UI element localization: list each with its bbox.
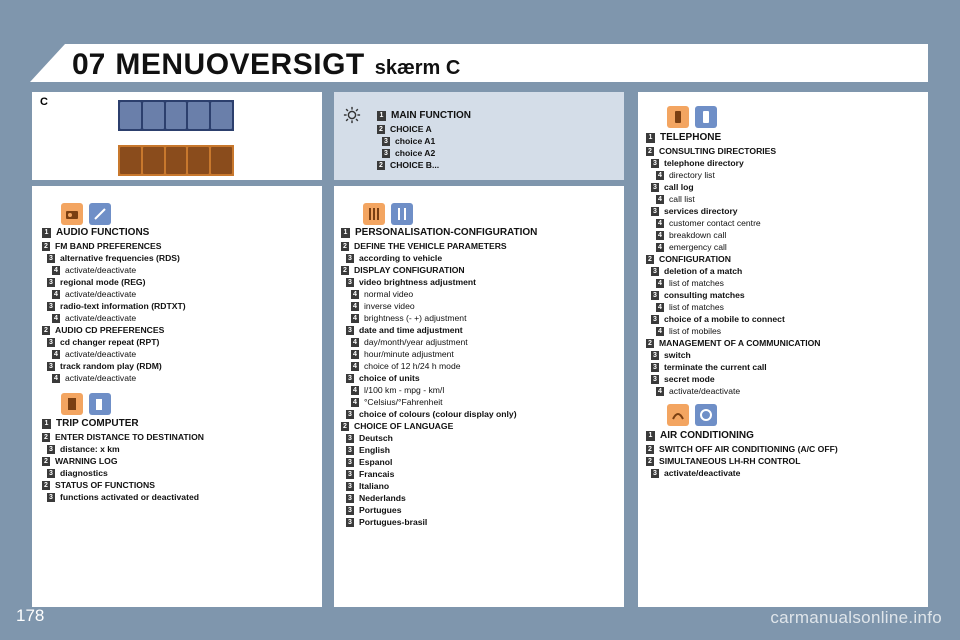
level-badge: 2	[341, 242, 349, 251]
level-badge: 3	[346, 446, 354, 455]
menu-item-label: inverse video	[364, 301, 415, 311]
level-badge: 2	[377, 125, 385, 134]
menu-item-level-4	[42, 312, 186, 324]
telephone-list	[646, 130, 821, 397]
screen-label: C	[40, 96, 48, 108]
watermark: carmanualsonline.info	[770, 608, 942, 627]
level-badge: 4	[351, 386, 359, 395]
mobile-phone-icon	[695, 106, 717, 128]
level-badge: 3	[346, 410, 354, 419]
menu-item-level-3	[341, 504, 537, 516]
menu-item-label: activate/deactivate	[664, 468, 741, 478]
menu-item-label: MAIN FUNCTION	[391, 109, 471, 121]
menu-item-label: Francais	[359, 469, 395, 479]
menu-item-label: radio-text information (RDTXT)	[60, 301, 186, 311]
menu-item-level-3	[341, 444, 537, 456]
menu-item-level-1	[646, 428, 838, 443]
menu-item-label: WARNING LOG	[55, 456, 118, 466]
personalisation-list	[341, 225, 537, 528]
menu-item-label: terminate the current call	[664, 362, 767, 372]
level-badge: 1	[377, 111, 386, 121]
level-badge: 3	[47, 302, 55, 311]
menu-item-label: choice of 12 h/24 h mode	[364, 361, 461, 371]
menu-item-label: list of mobiles	[669, 326, 722, 336]
menu-item-level-4	[42, 348, 186, 360]
menu-item-level-2	[646, 253, 821, 265]
level-badge: 3	[47, 278, 55, 287]
level-badge: 4	[656, 279, 664, 288]
level-badge: 4	[656, 327, 664, 336]
menu-item-level-2	[646, 337, 821, 349]
menu-item-level-3	[646, 181, 821, 193]
menu-item-level-3	[646, 157, 821, 169]
level-badge: 4	[52, 350, 60, 359]
menu-item-level-3	[341, 276, 537, 288]
menu-item-level-3	[341, 324, 537, 336]
menu-item-label: secret mode	[664, 374, 715, 384]
menu-item-label: hour/minute adjustment	[364, 349, 454, 359]
level-badge: 4	[351, 338, 359, 347]
level-badge: 4	[656, 171, 664, 180]
level-badge: 2	[646, 445, 654, 454]
menu-item-label: CHOICE OF LANGUAGE	[354, 421, 454, 431]
menu-item-label: track random play (RDM)	[60, 361, 162, 371]
air-icons	[667, 404, 717, 426]
menu-item-level-3	[646, 467, 838, 479]
menu-item-label: video brightness adjustment	[359, 277, 476, 287]
level-badge: 3	[346, 278, 354, 287]
level-badge: 2	[42, 481, 50, 490]
level-badge: 3	[382, 137, 390, 146]
level-badge: 3	[651, 291, 659, 300]
level-badge: 4	[656, 243, 664, 252]
chapter-subtitle: skærm C	[374, 57, 461, 79]
menu-item-label: choice A2	[395, 148, 436, 158]
menu-item-level-1	[42, 416, 204, 431]
air-conditioning-list	[646, 428, 838, 479]
menu-item-label: regional mode (REG)	[60, 277, 146, 287]
menu-item-label: Espanol	[359, 457, 393, 467]
audio-icons	[61, 203, 111, 225]
menu-bar-icon	[188, 102, 209, 129]
level-badge: 4	[351, 302, 359, 311]
menu-item-label: switch	[664, 350, 691, 360]
level-badge: 3	[651, 159, 659, 168]
menu-item-label: functions activated or deactivated	[60, 492, 199, 502]
level-badge: 3	[651, 469, 659, 478]
menu-item-level-3	[42, 360, 186, 372]
menu-bar-icon	[120, 102, 141, 129]
page-number: 178	[16, 606, 45, 625]
level-badge: 3	[346, 254, 354, 263]
level-badge: 2	[42, 433, 50, 442]
menu-item-level-3	[646, 205, 821, 217]
level-badge: 4	[656, 195, 664, 204]
menu-item-label: SIMULTANEOUS LH-RH CONTROL	[659, 456, 801, 466]
menu-item-label: deletion of a match	[664, 266, 743, 276]
menu-item-level-4	[341, 288, 537, 300]
level-badge: 4	[52, 290, 60, 299]
menu-item-level-2	[42, 431, 204, 443]
menu-item-level-2	[341, 240, 537, 252]
menu-item-label: AIR CONDITIONING	[660, 429, 754, 441]
menu-item-level-3	[341, 432, 537, 444]
menu-item-level-4	[341, 384, 537, 396]
menu-item-level-3	[341, 468, 537, 480]
level-badge: 3	[47, 254, 55, 263]
level-badge: 3	[346, 434, 354, 443]
menu-item-label: telephone directory	[664, 158, 744, 168]
menu-item-label: consulting matches	[664, 290, 745, 300]
chapter-title: MENUOVERSIGT	[115, 48, 365, 81]
menu-item-label: cd changer repeat (RPT)	[60, 337, 160, 347]
config-sliders-icon	[391, 203, 413, 225]
menu-item-label: SWITCH OFF AIR CONDITIONING (A/C OFF)	[659, 444, 838, 454]
level-badge: 3	[47, 445, 55, 454]
level-badge: 4	[656, 387, 664, 396]
menu-item-level-4	[646, 277, 821, 289]
menu-item-label: normal video	[364, 289, 414, 299]
level-badge: 3	[651, 351, 659, 360]
main-function-list	[377, 108, 471, 171]
level-badge: 3	[47, 469, 55, 478]
level-badge: 4	[656, 231, 664, 240]
menu-item-level-4	[646, 301, 821, 313]
level-badge: 2	[646, 255, 654, 264]
menu-item-level-4	[646, 325, 821, 337]
menu-item-label: activate/deactivate	[65, 373, 137, 383]
menu-item-label: AUDIO CD PREFERENCES	[55, 325, 165, 335]
menu-item-level-4	[341, 396, 537, 408]
menu-item-level-3	[42, 252, 186, 264]
menu-item-level-4	[646, 193, 821, 205]
menu-item-level-3	[646, 373, 821, 385]
level-badge: 3	[651, 183, 659, 192]
menu-item-label: breakdown call	[669, 230, 727, 240]
menu-item-level-3	[42, 336, 186, 348]
menu-item-level-3	[646, 349, 821, 361]
menu-item-level-3	[341, 252, 537, 264]
menu-bar-icon	[143, 102, 164, 129]
menu-item-label: choice of a mobile to connect	[664, 314, 785, 324]
menu-item-label: date and time adjustment	[359, 325, 463, 335]
menu-item-label: l/100 km - mpg - km/l	[364, 385, 445, 395]
menu-item-label: diagnostics	[60, 468, 108, 478]
menu-item-level-3	[646, 313, 821, 325]
level-badge: 2	[646, 339, 654, 348]
level-badge: 3	[651, 207, 659, 216]
level-badge: 3	[47, 362, 55, 371]
menu-item-level-3	[341, 492, 537, 504]
level-badge: 3	[47, 338, 55, 347]
menu-item-label: activate/deactivate	[669, 386, 741, 396]
menu-item-level-4	[42, 264, 186, 276]
menu-item-label: AUDIO FUNCTIONS	[56, 226, 150, 238]
menu-item-label: customer contact centre	[669, 218, 761, 228]
menu-item-label: brightness (- +) adjustment	[364, 313, 467, 323]
menu-item-label: list of matches	[669, 302, 724, 312]
level-badge: 1	[646, 431, 655, 441]
menu-item-level-4	[646, 229, 821, 241]
menu-item-level-3	[341, 480, 537, 492]
menu-item-label: CONFIGURATION	[659, 254, 731, 264]
page-title	[72, 44, 460, 82]
radio-icon	[61, 203, 83, 225]
menu-item-label: activate/deactivate	[65, 313, 137, 323]
menu-item-label: Nederlands	[359, 493, 406, 503]
telephone-icons	[667, 106, 717, 128]
menu-item-label: distance: x km	[60, 444, 120, 454]
menu-item-label: choice A1	[395, 136, 436, 146]
menu-item-level-1	[341, 225, 537, 240]
menu-item-label: alternative frequencies (RDS)	[60, 253, 180, 263]
menu-item-level-2	[42, 324, 186, 336]
menu-item-level-2	[646, 443, 838, 455]
menu-item-level-4	[341, 312, 537, 324]
menu-item-label: activate/deactivate	[65, 289, 137, 299]
level-badge: 3	[346, 374, 354, 383]
menu-item-level-3	[341, 456, 537, 468]
level-badge: 3	[346, 458, 354, 467]
menu-item-level-2	[377, 123, 471, 135]
menu-item-label: directory list	[669, 170, 715, 180]
menu-item-level-3	[646, 361, 821, 373]
menu-bar-icon	[188, 147, 209, 174]
menu-item-level-4	[341, 336, 537, 348]
level-badge: 2	[42, 457, 50, 466]
menu-item-label: DEFINE THE VEHICLE PARAMETERS	[354, 241, 507, 251]
menu-item-level-2	[341, 420, 537, 432]
menu-item-label: according to vehicle	[359, 253, 443, 263]
level-badge: 4	[351, 314, 359, 323]
level-badge: 2	[646, 147, 654, 156]
level-badge: 3	[346, 482, 354, 491]
level-badge: 2	[42, 242, 50, 251]
menu-item-level-4	[42, 372, 186, 384]
menu-item-level-4	[646, 241, 821, 253]
menu-item-level-4	[42, 288, 186, 300]
menu-item-label: emergency call	[669, 242, 727, 252]
level-badge: 1	[42, 228, 51, 238]
level-badge: 2	[377, 161, 385, 170]
level-badge: 2	[42, 326, 50, 335]
menu-item-label: Portugues	[359, 505, 402, 515]
menu-item-label: MANAGEMENT OF A COMMUNICATION	[659, 338, 821, 348]
air-conditioning-icon	[667, 404, 689, 426]
menu-item-label: choice of units	[359, 373, 420, 383]
level-badge: 3	[651, 375, 659, 384]
menu-item-label: TELEPHONE	[660, 131, 722, 143]
level-badge: 3	[346, 518, 354, 527]
level-badge: 2	[341, 422, 349, 431]
fuel-pump-icon	[89, 393, 111, 415]
menu-item-level-3	[42, 300, 186, 312]
level-badge: 4	[52, 374, 60, 383]
level-badge: 4	[656, 219, 664, 228]
level-badge: 3	[346, 326, 354, 335]
menu-item-level-3	[377, 135, 471, 147]
handset-icon	[667, 106, 689, 128]
menu-item-label: DISPLAY CONFIGURATION	[354, 265, 465, 275]
menu-item-level-1	[42, 225, 186, 240]
menu-item-label: ENTER DISTANCE TO DESTINATION	[55, 432, 204, 442]
level-badge: 3	[346, 494, 354, 503]
menu-item-label: call list	[669, 194, 695, 204]
menu-item-level-3	[42, 276, 186, 288]
level-badge: 2	[341, 266, 349, 275]
menu-item-label: English	[359, 445, 391, 455]
menu-item-level-3	[377, 147, 471, 159]
audio-settings-icon	[89, 203, 111, 225]
menu-item-level-4	[646, 169, 821, 181]
menu-item-level-1	[646, 130, 821, 145]
menu-item-label: list of matches	[669, 278, 724, 288]
personalisation-icons	[363, 203, 413, 225]
menu-item-label: choice of colours (colour display only)	[359, 409, 517, 419]
level-badge: 3	[651, 267, 659, 276]
trip-computer-list	[42, 416, 204, 503]
menu-item-level-4	[341, 360, 537, 372]
menu-bar-highlighted-preview	[118, 145, 234, 176]
menu-item-label: CHOICE B...	[390, 160, 440, 170]
menu-bar-icon	[211, 102, 232, 129]
menu-bar-icon	[143, 147, 164, 174]
fan-icon	[695, 404, 717, 426]
level-badge: 4	[351, 290, 359, 299]
level-badge: 3	[346, 506, 354, 515]
menu-item-label: STATUS OF FUNCTIONS	[55, 480, 155, 490]
menu-item-level-4	[341, 300, 537, 312]
menu-item-level-3	[42, 491, 204, 503]
menu-item-level-3	[646, 265, 821, 277]
menu-item-level-2	[646, 455, 838, 467]
settings-sliders-icon	[363, 203, 385, 225]
menu-item-level-2	[42, 479, 204, 491]
menu-item-label: Deutsch	[359, 433, 393, 443]
menu-item-label: services directory	[664, 206, 738, 216]
menu-item-label: TRIP COMPUTER	[56, 417, 139, 429]
menu-bar-icon	[120, 147, 141, 174]
menu-item-label: call log	[664, 182, 694, 192]
level-badge: 3	[382, 149, 390, 158]
menu-item-level-4	[646, 385, 821, 397]
menu-item-level-3	[341, 516, 537, 528]
menu-bar-icon	[211, 147, 232, 174]
menu-item-level-3	[42, 467, 204, 479]
menu-item-label: Italiano	[359, 481, 390, 491]
menu-item-level-3	[341, 372, 537, 384]
menu-item-label: activate/deactivate	[65, 265, 137, 275]
menu-item-level-2	[42, 240, 186, 252]
level-badge: 4	[351, 362, 359, 371]
menu-item-level-1	[377, 108, 471, 123]
level-badge: 1	[646, 133, 655, 143]
menu-item-level-4	[646, 217, 821, 229]
level-badge: 3	[346, 470, 354, 479]
menu-item-level-4	[341, 348, 537, 360]
menu-item-level-2	[377, 159, 471, 171]
menu-item-level-3	[646, 289, 821, 301]
menu-item-label: FM BAND PREFERENCES	[55, 241, 162, 251]
level-badge: 3	[651, 315, 659, 324]
menu-item-label: day/month/year adjustment	[364, 337, 468, 347]
menu-bar-preview	[118, 100, 234, 131]
menu-item-label: Portugues-brasil	[359, 517, 428, 527]
menu-item-label: °Celsius/°Fahrenheit	[364, 397, 443, 407]
level-badge: 2	[646, 457, 654, 466]
menu-item-label: PERSONALISATION-CONFIGURATION	[355, 226, 538, 238]
level-badge: 3	[651, 363, 659, 372]
trip-icons	[61, 393, 111, 415]
menu-item-level-3	[42, 443, 204, 455]
level-badge: 4	[351, 350, 359, 359]
chapter-number: 07	[72, 48, 106, 81]
menu-item-level-3	[341, 408, 537, 420]
level-badge: 4	[656, 303, 664, 312]
audio-functions-list	[42, 225, 186, 384]
level-badge: 1	[341, 228, 350, 238]
level-badge: 4	[351, 398, 359, 407]
level-badge: 4	[52, 314, 60, 323]
menu-item-label: CONSULTING DIRECTORIES	[659, 146, 777, 156]
menu-item-label: activate/deactivate	[65, 349, 137, 359]
trip-computer-icon	[61, 393, 83, 415]
menu-item-label: CHOICE A	[390, 124, 432, 134]
level-badge: 1	[42, 419, 51, 429]
gear-icon	[343, 106, 361, 124]
menu-item-level-2	[42, 455, 204, 467]
menu-bar-icon	[166, 102, 187, 129]
level-badge: 4	[52, 266, 60, 275]
menu-bar-icon	[166, 147, 187, 174]
level-badge: 3	[47, 493, 55, 502]
menu-item-level-2	[646, 145, 821, 157]
menu-item-level-2	[341, 264, 537, 276]
